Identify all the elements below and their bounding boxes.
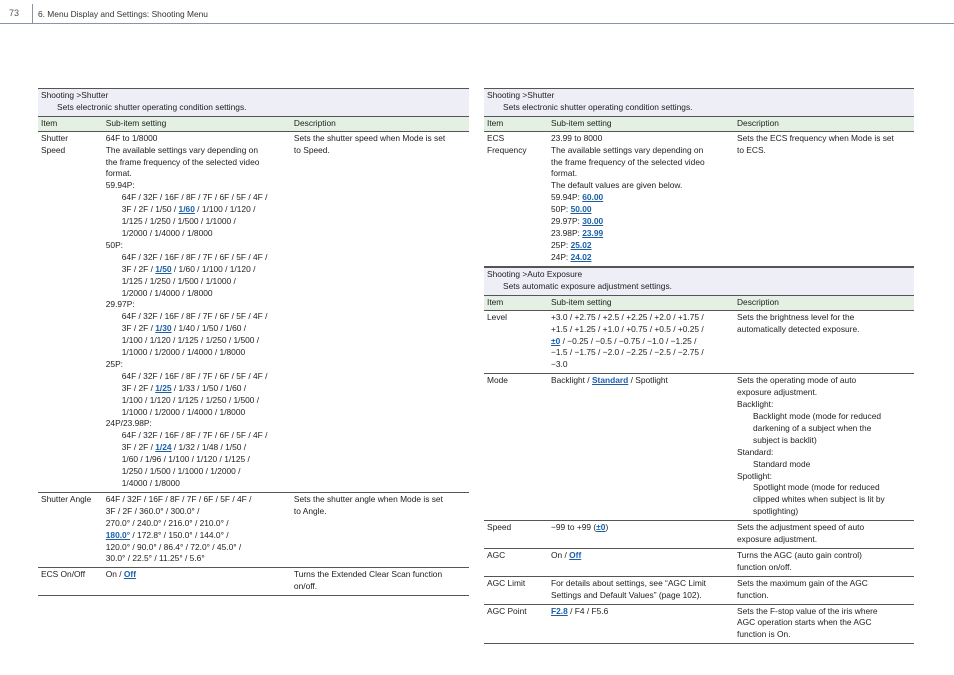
item-cell [38,568,103,596]
cell-line [106,168,288,180]
table-row [484,131,914,266]
cell-line [106,311,288,323]
text-run: 1/2000 / 1/4000 / 1/8000 [121,287,213,298]
table-title: Shooting >Shutter [487,90,555,100]
text-run: 29.97P: [551,216,583,227]
text-run: 1/2000 / 1/4000 / 1/8000 [121,227,213,238]
cell-line [551,550,731,562]
cell-line [737,482,911,494]
item-name: Speed [41,144,66,155]
cell-line [106,133,288,145]
cell-line [551,192,731,204]
cell-line [551,522,731,534]
text-run: 1/100 / 1/120 / 1/125 / 1/250 / 1/500 / [121,335,260,346]
cell-line [737,471,911,483]
sub-item-cell [103,568,291,596]
cell-line [737,411,911,423]
table-title: Shooting >Shutter [41,90,109,100]
column-header: Description [734,296,914,310]
text-run: Sets the adjustment speed of auto [737,522,865,533]
item-cell [38,492,103,567]
default-value: 30.00 [582,216,604,227]
table-row [484,374,914,521]
cell-line [294,569,466,581]
table-subtitle: Sets electronic shutter operating condition settings. [57,101,247,112]
default-value: 24.02 [570,251,592,262]
item-cell [484,374,548,521]
description-cell [734,374,914,521]
cell-line [737,324,911,336]
cell-line [737,399,911,411]
text-run: to Angle. [293,505,327,516]
cell-line [106,192,288,204]
text-run: −3.0 [551,359,568,370]
cell-line [106,228,288,240]
text-run: to ECS. [737,144,766,155]
cell-line [737,578,911,590]
item-name: Frequency [487,144,527,155]
cell-line [551,157,731,169]
text-run: / 1/40 / 1/50 / 1/60 / [171,323,247,334]
text-run: 50P: [105,239,123,250]
default-value: ±0 [551,335,561,346]
text-run: 59.94P: [551,192,583,203]
text-run: 64F / 32F / 16F / 8F / 7F / 6F / 5F / 4F / [121,192,268,203]
text-run: 1/1000 / 1/2000 / 1/4000 / 1/8000 [121,347,246,358]
text-run: 3F / 2F / [121,323,156,334]
text-run: Turns the Extended Clear Scan function [293,569,443,580]
text-run: Backlight: [737,399,774,410]
header-row [38,117,469,131]
text-run: automatically detected exposure. [737,323,860,334]
cell-line [551,168,731,180]
text-run: 120.0° / 90.0° / 86.4° / 72.0° / 45.0° / [105,541,242,552]
text-run: On / [105,569,124,580]
description-cell [291,131,469,492]
text-run: 3F / 2F / 1/50 / [121,204,179,215]
description-cell [734,548,914,576]
text-run: 1/100 / 1/120 / 1/125 / 1/250 / 1/500 / [121,394,260,405]
sub-item-cell [548,310,734,374]
default-value: 1/30 [155,323,172,334]
cell-line [737,562,911,574]
column-header: Description [291,117,469,131]
table-row [38,492,469,567]
item-cell [484,310,548,374]
table-title-box [484,267,914,296]
column-header: Item [484,296,548,310]
text-run: Backlight / [551,375,592,386]
text-run: exposure adjustment. [737,534,818,545]
text-run: 64F / 32F / 16F / 8F / 7F / 6F / 5F / 4F / [121,251,268,262]
text-run: function. [737,589,769,600]
cell-line [737,312,911,324]
table-row [484,548,914,576]
item-cell [484,604,548,644]
cell-line [106,430,288,442]
cell-line [106,506,288,518]
page-header [0,0,954,24]
cell-line [551,578,731,590]
cell-line [551,240,731,252]
default-value: 23.99 [582,227,604,238]
item-cell [484,521,548,549]
text-run: 25P: [551,239,571,250]
sub-item-cell [103,131,291,492]
text-run: Backlight mode (mode for reduced [753,410,882,421]
text-run: / 172.8° / 150.0° / 144.0° / [130,529,229,540]
default-value: 1/24 [155,442,172,453]
cell-line [106,145,288,157]
table-row [484,576,914,604]
header-row [484,117,914,131]
cell-line [551,204,731,216]
cell-line [737,617,911,629]
description-cell [291,492,469,567]
column-header: Description [734,117,914,131]
cell-line [106,288,288,300]
text-run: 3F / 2F / 360.0° / 300.0° / [105,505,200,516]
item-cell [38,131,103,492]
auto-exposure-table [484,267,914,644]
cell-line [106,395,288,407]
text-run: Standard: [737,446,774,457]
table-title: Shooting >Auto Exposure [487,269,583,279]
cell-line [106,569,288,581]
item-cell [484,548,548,576]
cell-line [551,312,731,324]
column-header: Item [484,117,548,131]
cell-line [551,216,731,228]
cell-line [737,494,911,506]
cell-line [106,371,288,383]
cell-line [737,506,911,518]
text-run: subject is backlit) [753,434,817,445]
text-run: +1.5 / +1.25 / +1.0 / +0.75 / +0.5 / +0.25 / [551,323,704,334]
text-run: Turns the AGC (auto gain control) [737,549,862,560]
sub-item-cell [548,131,734,266]
table-title-box [38,88,469,117]
table-row [484,604,914,644]
text-run: clipped whites when subject is lit by [753,494,885,505]
description-cell [734,521,914,549]
cell-line [294,581,466,593]
text-run: Sets the F-stop value of the iris where [737,605,878,616]
cell-line [737,590,911,602]
cell-line [551,359,731,371]
table-subtitle: Sets automatic exposure adjustment settings. [503,280,672,291]
default-value: ±0 [596,522,606,533]
cell-line [737,375,911,387]
text-run: 1/4000 / 1/8000 [121,478,180,488]
cell-line [106,264,288,276]
default-value: Off [569,549,582,560]
cell-line [106,216,288,228]
cell-line [106,553,288,565]
table-row [38,131,469,492]
cell-line [737,606,911,618]
text-run: Spotlight: [737,470,772,481]
item-name: Shutter Angle [41,493,92,504]
text-run: Sets the brightness level for the [737,311,855,322]
text-run: 59.94P: [105,180,135,191]
cell-line [737,459,911,471]
cell-line [737,133,911,145]
text-run: 64F / 32F / 16F / 8F / 7F / 6F / 5F / 4F / [105,493,252,504]
page-number: 73 [9,8,20,18]
default-value: 1/50 [155,263,172,274]
settings-table [484,117,914,267]
text-run: +3.0 / +2.75 / +2.5 / +2.25 / +2.0 / +1.75 / [551,311,704,322]
cell-line [551,375,731,387]
description-cell [734,310,914,374]
text-run: The available settings vary depending on [551,144,704,155]
cell-line [294,506,466,518]
text-run: 3F / 2F / [121,382,156,393]
item-name: ECS [487,132,505,143]
text-run: −1.5 / −1.75 / −2.0 / −2.25 / −2.5 / −2.75 / [551,347,704,358]
cell-line [106,478,288,490]
text-run: 25P: [105,358,123,369]
cell-line [737,387,911,399]
cell-line [106,240,288,252]
shutter-table-left [38,88,469,596]
text-run: The default values are given below. [551,180,683,191]
shutter-table-right [484,88,914,267]
text-run: The available settings vary depending on [105,144,258,155]
column-header: Item [38,117,103,131]
text-run: 1/250 / 1/500 / 1/1000 / 1/2000 / [121,466,241,477]
table-title-box [484,88,914,117]
cell-line [294,133,466,145]
text-run: ) [605,522,609,533]
text-run: function is On. [737,629,791,640]
text-run: Spotlight mode (mode for reduced [753,482,880,493]
cell-line [737,550,911,562]
default-value: 50.00 [570,204,592,215]
cell-line [106,494,288,506]
cell-line [106,335,288,347]
item-name: Speed [487,522,512,533]
text-run: / Spotlight [628,375,668,386]
cell-line [106,407,288,419]
cell-line [106,157,288,169]
sub-item-cell [548,521,734,549]
text-run: 1/125 / 1/250 / 1/500 / 1/1000 / [121,216,236,227]
text-run: spotlighting) [753,506,799,517]
cell-line [551,180,731,192]
text-run: exposure adjustment. [737,387,818,398]
text-run: the frame frequency of the selected video [105,156,260,167]
text-run: 23.98P: [551,227,583,238]
header-divider [32,4,33,24]
default-value: Standard [591,375,629,386]
text-run: 3F / 2F / [121,442,156,453]
default-value: 1/60 [178,204,195,215]
text-run: on/off. [293,581,318,592]
cell-line [106,418,288,430]
cell-line [106,252,288,264]
settings-table [484,296,914,644]
cell-line [106,180,288,192]
default-value: Off [123,569,136,580]
description-cell [291,568,469,596]
chapter-title: 6. Menu Display and Settings: Shooting Menu [38,9,208,19]
column-header: Sub-item setting [548,296,734,310]
cell-line [106,347,288,359]
text-run: 64F / 32F / 16F / 8F / 7F / 6F / 5F / 4F / [121,311,268,322]
text-run: to Speed. [293,144,330,155]
item-cell [484,576,548,604]
cell-line [106,442,288,454]
table-row [38,568,469,596]
cell-line [551,606,731,618]
text-run: 30.0° / 22.5° / 11.25° / 5.6° [105,553,205,564]
table-row [484,521,914,549]
table-subtitle: Sets electronic shutter operating condition settings. [503,101,693,112]
table-row [484,310,914,374]
text-run: 1/125 / 1/250 / 1/500 / 1/1000 / [121,275,236,286]
cell-line [106,383,288,395]
text-run: Sets the shutter speed when Mode is set [293,132,446,143]
default-value: F2.8 [551,605,568,616]
column-header: Sub-item setting [548,117,734,131]
text-run: Sets the shutter angle when Mode is set [293,493,443,504]
text-run: the frame frequency of the selected video [551,156,705,167]
text-run: For details about settings, see “AGC Limit [551,577,707,588]
cell-line [737,145,911,157]
cell-line [106,323,288,335]
text-run: 24P: [551,251,571,262]
text-run: Sets the operating mode of auto [737,375,857,386]
text-run: darkening of a subject when the [753,422,872,433]
text-run: 50P: [551,204,571,215]
item-name: AGC Point [487,605,527,616]
item-name: Level [487,311,508,322]
text-run: On / [551,549,570,560]
description-cell [734,576,914,604]
text-run: / 1/32 / 1/48 / 1/50 / [171,442,247,453]
text-run: / −0.25 / −0.5 / −0.75 / −1.0 / −1.25 / [560,335,697,346]
text-run: 64F / 32F / 16F / 8F / 7F / 6F / 5F / 4F / [121,370,268,381]
text-run: / F4 / F5.6 [567,605,609,616]
description-cell [734,131,914,266]
default-value: 25.02 [570,239,592,250]
text-run: Standard mode [753,458,811,469]
default-value: 60.00 [582,192,604,203]
text-run: 64F to 1/8000 [105,132,158,143]
cell-line [294,494,466,506]
description-cell [734,604,914,644]
cell-line [106,299,288,311]
cell-line [106,359,288,371]
cell-line [106,276,288,288]
cell-line [551,324,731,336]
item-name: AGC Limit [487,577,526,588]
cell-line [737,447,911,459]
cell-line [551,145,731,157]
text-run: / 1/33 / 1/50 / 1/60 / [171,382,247,393]
text-run: 24P/23.98P: [105,418,152,429]
text-run: format. [105,168,132,179]
sub-item-cell [548,604,734,644]
sub-item-cell [548,374,734,521]
cell-line [737,534,911,546]
text-run: −99 to +99 ( [551,522,597,533]
cell-line [106,542,288,554]
cell-line [551,133,731,145]
item-cell [484,131,548,266]
settings-table [38,117,469,596]
cell-line [106,530,288,542]
sub-item-cell [103,492,291,567]
column-header: Sub-item setting [103,117,291,131]
default-value: 180.0° [105,529,131,540]
text-run: Settings and Default Values” (page 102). [551,589,702,600]
text-run: format. [551,168,578,179]
cell-line [737,423,911,435]
cell-line [551,347,731,359]
cell-line [106,466,288,478]
cell-line [106,518,288,530]
cell-line [737,435,911,447]
sub-item-cell [548,576,734,604]
text-run: 270.0° / 240.0° / 216.0° / 210.0° / [105,517,229,528]
sub-item-cell [548,548,734,576]
cell-line [294,145,466,157]
text-run: function on/off. [737,561,792,572]
text-run: Sets the ECS frequency when Mode is set [737,132,894,143]
text-run: 29.97P: [105,299,135,310]
cell-line [551,228,731,240]
item-name: Shutter [41,132,69,143]
cell-line [551,336,731,348]
cell-line [551,252,731,264]
item-name: AGC [487,549,506,560]
text-run: AGC operation starts when the AGC [737,617,872,628]
text-run: 23.99 to 8000 [551,132,603,143]
text-run: Sets the maximum gain of the AGC [737,577,868,588]
text-run: 1/60 / 1/96 / 1/100 / 1/120 / 1/125 / [121,454,250,465]
text-run: / 1/60 / 1/100 / 1/120 / [171,263,256,274]
cell-line [737,522,911,534]
item-name: Mode [487,375,508,386]
text-run: 3F / 2F / [121,263,156,274]
cell-line [737,629,911,641]
cell-line [106,454,288,466]
text-run: 64F / 32F / 16F / 8F / 7F / 6F / 5F / 4F / [121,430,268,441]
cell-line [551,590,731,602]
default-value: 1/25 [155,382,172,393]
cell-line [106,204,288,216]
text-run: 1/1000 / 1/2000 / 1/4000 / 1/8000 [121,406,246,417]
item-name: ECS On/Off [41,569,86,580]
text-run: / 1/100 / 1/120 / [194,204,256,215]
header-row [484,296,914,310]
